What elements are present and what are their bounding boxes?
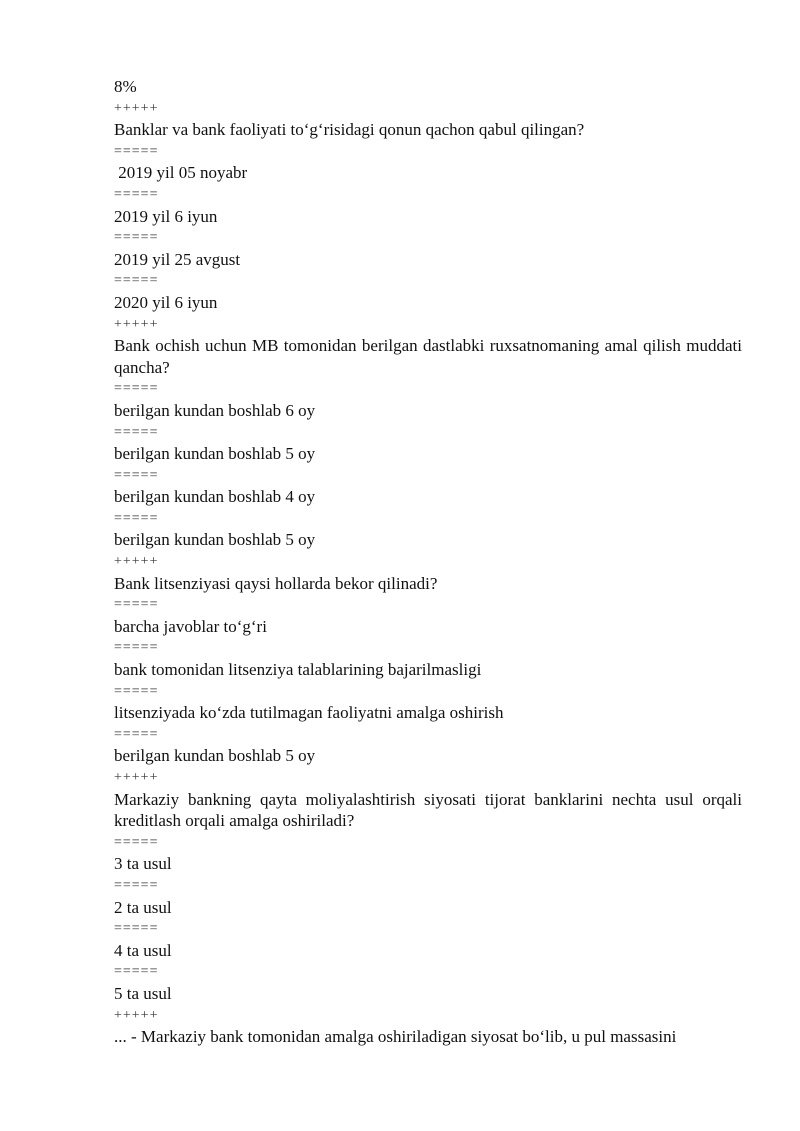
answer-option: 5 ta usul [114, 983, 172, 1003]
option-separator: ===== [114, 597, 159, 613]
answer-option: 2020 yil 6 iyun [114, 292, 218, 312]
option-separator: ===== [114, 877, 159, 893]
option-separator: ===== [114, 424, 159, 440]
answer-option: berilgan kundan boshlab 6 oy [114, 400, 316, 420]
option-separator: ===== [114, 186, 159, 202]
answer-option: 2019 yil 25 avgust [114, 249, 241, 269]
option-separator: ===== [114, 640, 159, 656]
leading-value: 8% [114, 77, 137, 96]
question-text: ... - Markaziy bank tomonidan amalga oshiriladigan siyosat bo‘lib, u pul massasini [114, 1027, 677, 1047]
option-separator: ===== [114, 726, 159, 742]
option-separator: ===== [114, 683, 159, 699]
document-page [114, 76, 747, 1048]
option-separator: ===== [114, 381, 159, 397]
answer-option: 3 ta usul [114, 854, 172, 874]
option-separator: ===== [114, 273, 159, 289]
answer-option: berilgan kundan boshlab 5 oy [114, 444, 316, 464]
answer-option: 2 ta usul [114, 897, 172, 917]
option-separator: ===== [114, 964, 159, 980]
question-text: Banklar va bank faoliyati to‘g‘risidagi qonun qachon qabul qilingan? [114, 120, 585, 140]
answer-option: berilgan kundan boshlab 5 oy [114, 746, 316, 766]
option-separator: ===== [114, 230, 159, 246]
answer-option: 2019 yil 05 noyabr [114, 163, 248, 183]
question-separator: +++++ [114, 1007, 159, 1023]
answer-option: berilgan kundan boshlab 4 oy [114, 487, 316, 507]
option-separator: ===== [114, 834, 159, 850]
option-separator: ===== [114, 921, 159, 937]
answer-option: berilgan kundan boshlab 5 oy [114, 530, 316, 550]
question-separator: +++++ [114, 316, 159, 332]
option-separator: ===== [114, 467, 159, 483]
answer-option: barcha javoblar to‘g‘ri [114, 616, 267, 636]
question-text: Markaziy bankning qayta moliyalashtirish siyosati tijorat banklarini nechta usul orqali kreditlash orqali amalga oshiriladi? [114, 789, 747, 831]
question-text: Bank litsenziyasi qaysi hollarda bekor qilinadi? [114, 573, 438, 593]
question-separator: +++++ [114, 770, 159, 785]
answer-option: litsenziyada ko‘zda tutilmagan faoliyatni amalga oshirish [114, 703, 504, 723]
question-text: Bank ochish uchun MB tomonidan berilgan dastlabki ruxsatnomaning amal qilish muddati qancha? [114, 336, 747, 377]
answer-option: 2019 yil 6 iyun [114, 206, 218, 226]
option-separator: ===== [114, 510, 159, 526]
answer-option: bank tomonidan litsenziya talablarining bajarilmasligi [114, 660, 482, 680]
option-separator: ===== [114, 143, 159, 159]
answer-option: 4 ta usul [114, 940, 172, 960]
question-separator: +++++ [114, 554, 159, 570]
question-separator: +++++ [114, 100, 159, 116]
